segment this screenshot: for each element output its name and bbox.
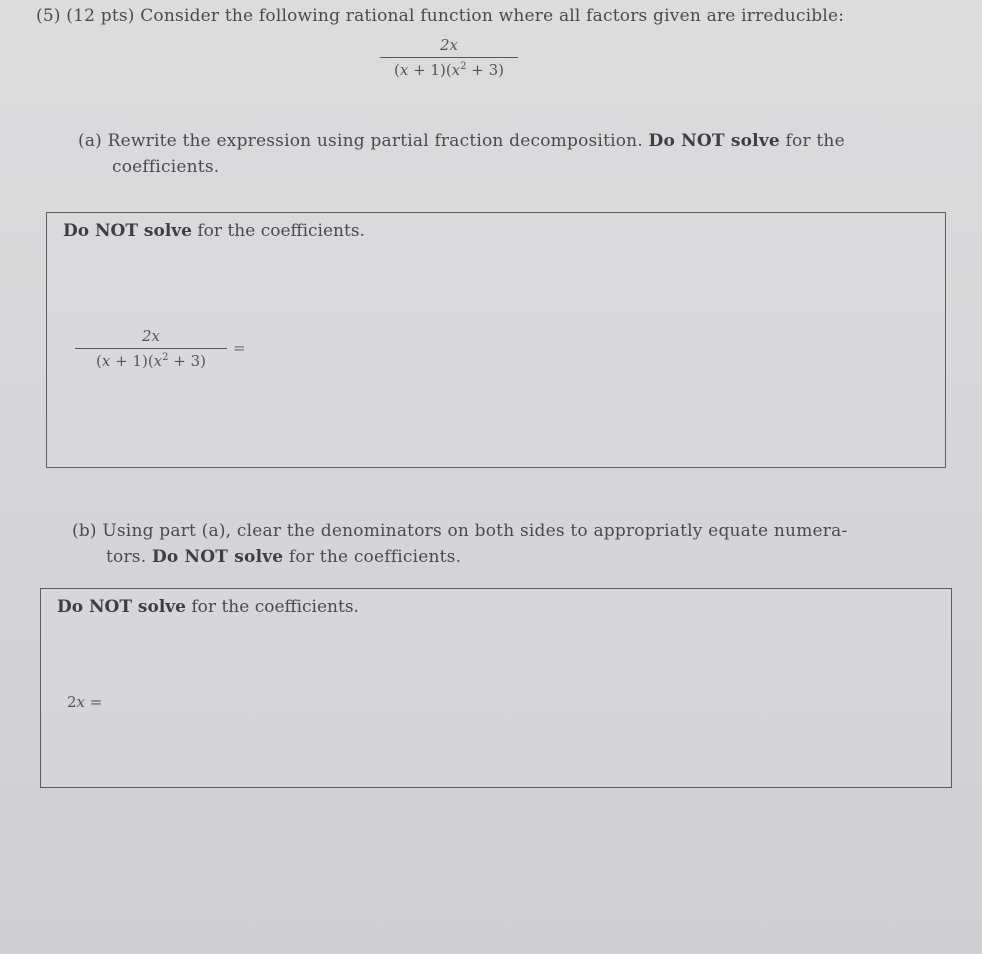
part-b-prompt: (b) Using part (a), clear the denominators on both sides to appropriatly equate numera- tors. Do NOT solve for the coefficients. — [72, 521, 848, 567]
part-b-lhs: 2x = — [67, 693, 103, 711]
main-denominator: $(x + 1)(x^2 + 3)$ — [393, 61, 505, 79]
part-a-box-title: Do NOT solve for the coefficients. — [63, 221, 365, 241]
main-rational-function — [380, 36, 518, 79]
part-a-equals-sign: = — [233, 339, 246, 357]
part-b-box-title: Do NOT solve for the coefficients. — [57, 597, 359, 617]
part-a-prompt: (a) Rewrite the expression using partial fraction decomposition. Do NOT solve for the coefficients. — [78, 131, 845, 177]
problem-header: (5) (12 pts) Consider the following rational function where all factors given are irreducible: — [36, 6, 845, 26]
part-b-answer-box[interactable] — [40, 588, 952, 788]
part-a-fraction: 2x $(x + 1)(x^2 + 3)$ — [75, 327, 227, 370]
main-numerator: 2x — [439, 36, 458, 54]
part-a-answer-box[interactable] — [46, 212, 946, 468]
